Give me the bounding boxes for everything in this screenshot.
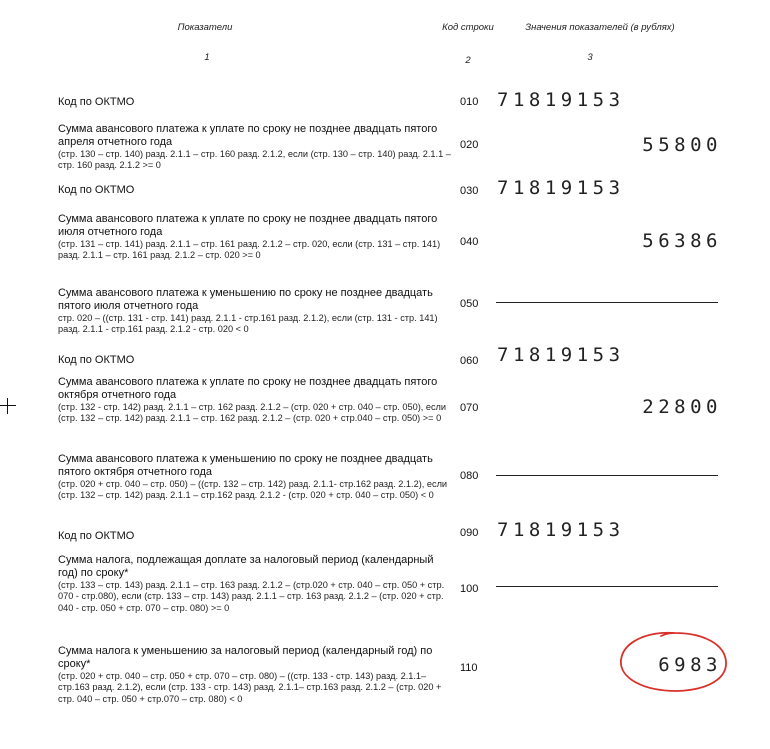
row-formula: (стр. 020 + стр. 040 – стр. 050) – ((стр. 132 – стр. 142) разд. 2.1.1- стр.162 разд. 2.1.2), если (стр. 132 – стр. 142) разд. 2.1.1 – стр.162 разд. 2.1.2 - (стр. 020 + стр. 040 – стр. 050) < 0 <box>58 479 448 501</box>
header-code: Код строки <box>442 22 494 33</box>
header-indicators: Показатели <box>177 22 233 33</box>
row-title: Сумма налога к уменьшению за налоговый период (календарный год) по сроку* <box>58 645 433 670</box>
row-value: 71819153 <box>497 519 625 541</box>
empty-value-line <box>496 302 718 303</box>
row-code: 060 <box>460 355 479 367</box>
row-title: Код по ОКТМО <box>58 530 135 542</box>
row-code: 110 <box>460 662 478 674</box>
empty-value-line <box>496 586 718 587</box>
row-title: Код по ОКТМО <box>58 96 135 108</box>
row-title: Код по ОКТМО <box>58 184 135 196</box>
row-title: Сумма авансового платежа к уплате по сроку не позднее двадцать пятого октября отчетного года <box>58 376 438 401</box>
row-formula: (стр. 133 – стр. 143) разд. 2.1.1 – стр. 163 разд. 2.1.2 – (стр.020 + стр. 040 – стр. 050 + стр. 070 - стр.080), если (стр. 133 – стр. 143) разд. 2.1.1 – стр. 163 разд. 2.1.2 – (стр. 020 + стр. 040 - стр. 050 + стр. 070 – стр. 080) >= 0 <box>58 580 445 613</box>
row-title: Сумма авансового платежа к уменьшению по сроку не позднее двадцать пятого октября отчетного года <box>58 453 433 478</box>
row-formula: (стр. 131 – стр. 141) разд. 2.1.1 – стр. 161 разд. 2.1.2 – стр. 020, если (стр. 131 – стр. 141) разд. 2.1.1 – стр. 161 разд. 2.1.2 – стр. 020 >= 0 <box>58 239 441 261</box>
row-formula: (стр. 020 + стр. 040 – стр. 050 + стр. 070 – стр. 080) – ((стр. 133 - стр. 143) разд. 2.1.1– стр.163 разд. 2.1.2), если (стр. 133 - стр. 143) разд. 2.1.1– стр.163 разд. 2.1.2 – (стр. 020 + стр. 040 – стр. 050 + стр.070 – стр. 080) < 0 <box>58 671 442 704</box>
row-code: 020 <box>460 139 479 151</box>
row-value: 55800 <box>642 134 722 156</box>
row-title: Сумма авансового платежа к уплате по сроку не позднее двадцать пятого апреля отчетного года <box>58 123 438 148</box>
row-formula: (стр. 130 – стр. 140) разд. 2.1.1 – стр. 160 разд. 2.1.2, если (стр. 130 – стр. 140) разд. 2.1.1 – стр. 160 разд. 2.1.2 >= 0 <box>58 149 451 171</box>
header-num-2: 2 <box>465 55 471 66</box>
row-value: 6983 <box>658 654 722 676</box>
row-title: Код по ОКТМО <box>58 354 135 366</box>
row-code: 080 <box>460 470 479 482</box>
row-value: 71819153 <box>497 177 625 199</box>
crosshair-cursor-icon <box>0 398 16 414</box>
row-title: Сумма авансового платежа к уплате по сроку не позднее двадцать пятого июля отчетного года <box>58 213 438 238</box>
row-code: 010 <box>460 96 479 108</box>
row-value: 56386 <box>642 230 722 252</box>
header-num-3: 3 <box>587 52 593 63</box>
row-code: 050 <box>460 298 479 310</box>
row-value: 22800 <box>642 396 722 418</box>
row-code: 090 <box>460 527 479 539</box>
row-code: 040 <box>460 236 479 248</box>
row-formula: стр. 020 – ((стр. 131 - стр. 141) разд. 2.1.1 - стр.161 разд. 2.1.2), если (стр. 131 - стр. 141) разд. 2.1.1 - стр.161 разд. 2.1.2 - стр. 020 < 0 <box>58 313 438 335</box>
row-formula: (стр. 132 - стр. 142) разд. 2.1.1 – стр. 162 разд. 2.1.2 – (стр. 020 + стр. 040 – стр. 050), если (стр. 132 – стр. 142) разд. 2.1.1 – стр. 162 разд. 2.1.2 – (стр. 020 + стр.040 – стр. 050) >= 0 <box>58 402 447 424</box>
empty-value-line <box>496 475 718 476</box>
row-code: 030 <box>460 185 479 197</box>
red-circle-annotation <box>617 630 729 694</box>
row-value: 71819153 <box>497 344 625 366</box>
header-values: Значения показателей (в рублях) <box>525 22 675 33</box>
row-title: Сумма авансового платежа к уменьшению по сроку не позднее двадцать пятого июля отчетного года <box>58 287 433 312</box>
row-code: 100 <box>460 583 479 595</box>
row-title: Сумма налога, подлежащая доплате за налоговый период (календарный год) по сроку* <box>58 554 434 579</box>
header-num-1: 1 <box>204 52 210 63</box>
row-code: 070 <box>460 402 479 414</box>
row-value: 71819153 <box>497 89 625 111</box>
